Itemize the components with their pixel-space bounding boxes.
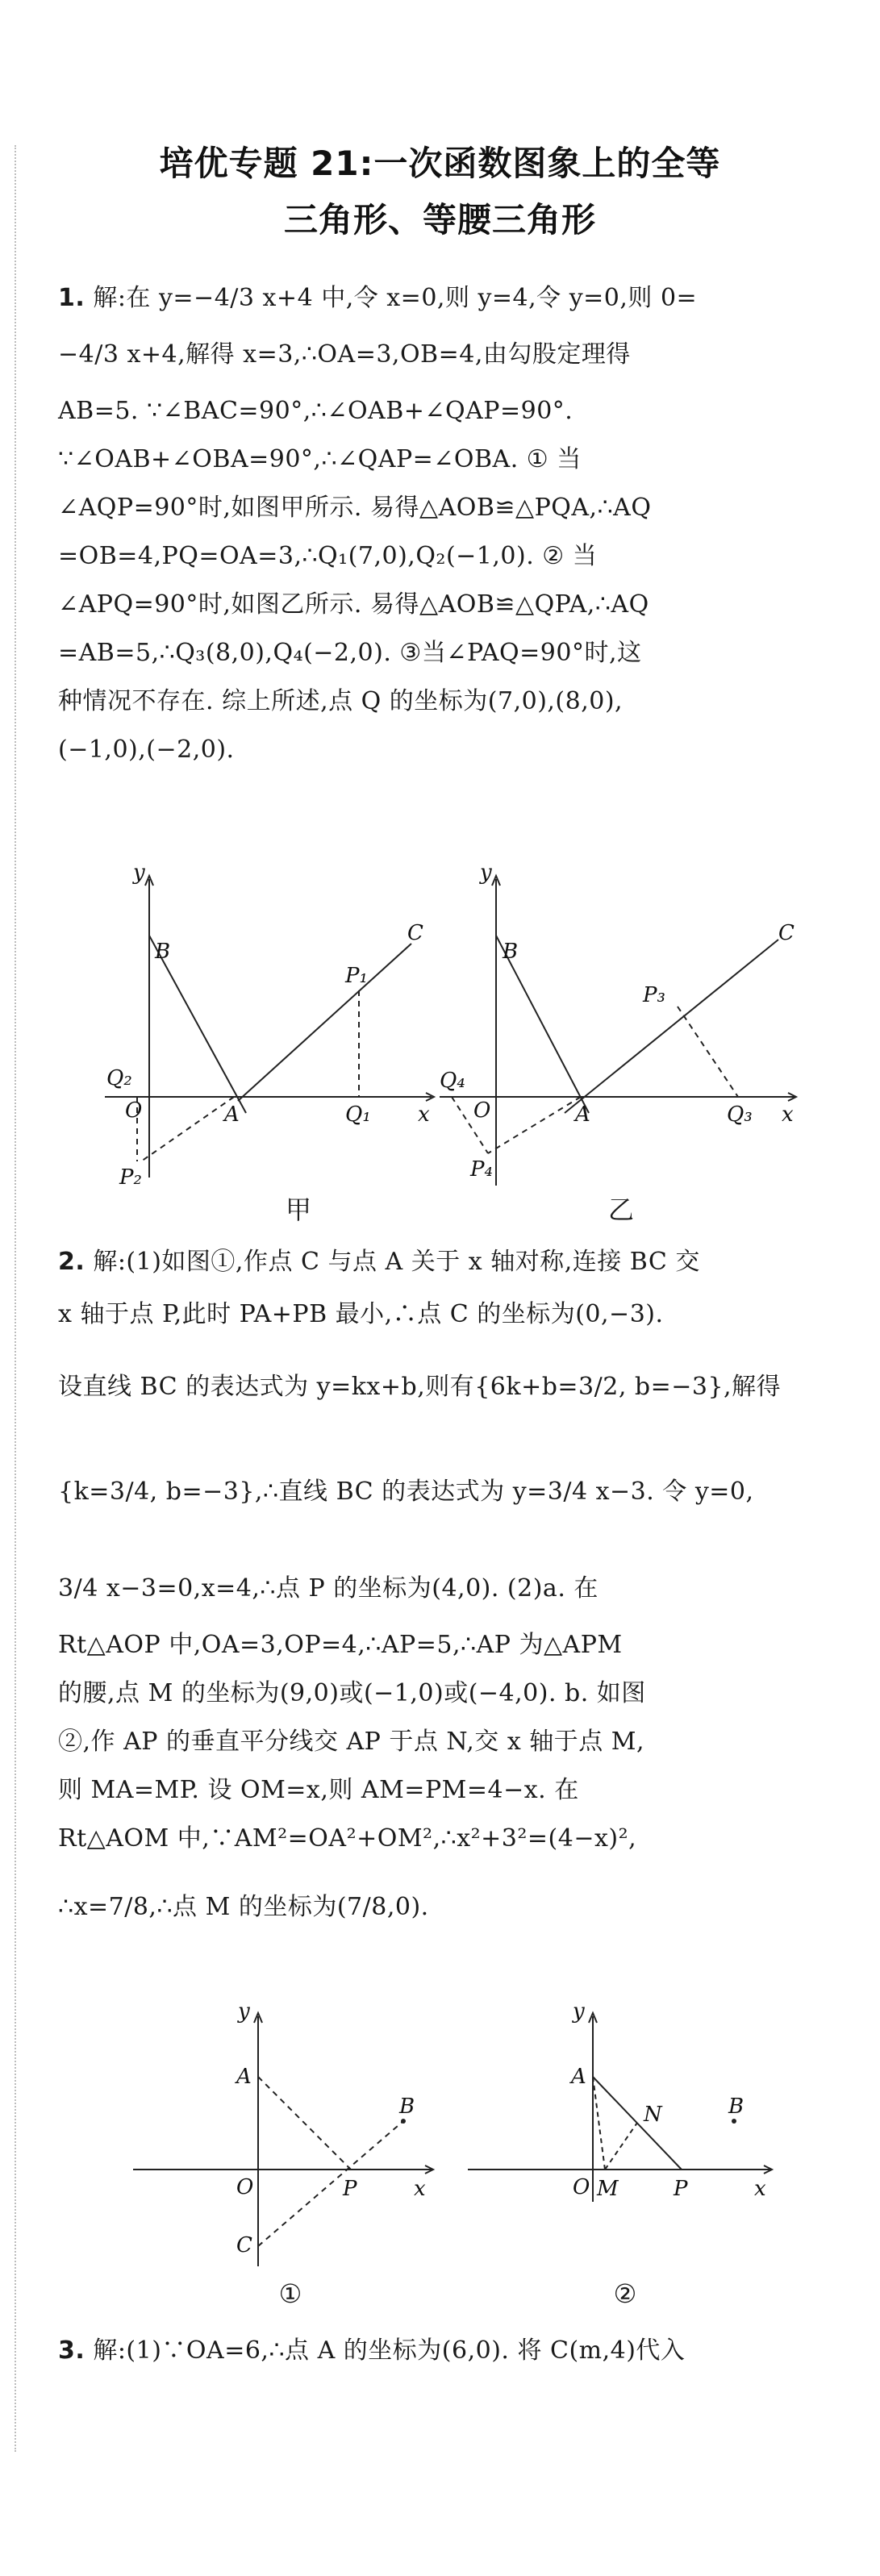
figure-2 (460, 2000, 782, 2274)
problem-1-line: AB=5. ∵∠BAC=90°,∴∠OAB+∠QAP=90°. (58, 397, 573, 425)
problem-1-line: −4/3 x+4,解得 x=3,∴OA=3,OB=4,由勾股定理得 (58, 340, 631, 369)
point-B (401, 2119, 406, 2124)
problem-number: 2. (58, 1248, 85, 1276)
problem-2-line: Rt△AOM 中,∵AM²=OA²+OM²,∴x²+3²=(4−x)², (58, 1824, 637, 1853)
label-B: B (503, 940, 519, 964)
binding-dotted-line (15, 145, 16, 2452)
problem-number: 3. (58, 2336, 85, 2365)
label-N: N (644, 2103, 662, 2127)
label-B: B (155, 940, 171, 964)
problem-2-line: 设直线 BC 的表达式为 y=kx+b,则有{6k+b=3/2, b=−3},解得 (58, 1373, 782, 1401)
segment-MN (605, 2123, 637, 2170)
label-y: y (238, 2000, 250, 2024)
label-Q2: Q₂ (106, 1066, 132, 1090)
label-Q3: Q₃ (727, 1103, 753, 1127)
label-Q1: Q₁ (345, 1103, 371, 1127)
problem-3-line (58, 2335, 832, 2367)
label-B: B (399, 2095, 415, 2119)
segment-CB (258, 2121, 403, 2246)
figure-yi-caption: 乙 (607, 1194, 634, 1225)
figure-jia-caption: 甲 (285, 1194, 311, 1225)
page-title-line-2: 三角形、等腰三角形 (283, 200, 596, 240)
problem-2-line (58, 1246, 832, 1278)
label-A: A (575, 1103, 590, 1127)
problem-1-line: =AB=5,∴Q₃(8,0),Q₄(−2,0). ③当∠PAQ=90°时,这 (58, 639, 642, 667)
label-x: x (754, 2177, 766, 2201)
problem-2-line: ②,作 AP 的垂直平分线交 AP 于点 N,交 x 轴于点 M, (58, 1728, 645, 1756)
label-P2: P₂ (119, 1165, 142, 1190)
problem-2-line: {k=3/4, b=−3},∴直线 BC 的表达式为 y=3/4 x−3. 令 y=0, (58, 1478, 754, 1506)
label-x: x (782, 1103, 794, 1127)
label-O: O (573, 2175, 590, 2199)
problem-text: 解:(1)如图①,作点 C 与点 A 关于 x 轴对称,连接 BC 交 (93, 1248, 700, 1276)
page-title-line-1: 培优专题 21:一次函数图象上的全等 (159, 144, 721, 183)
problem-2-line: x 轴于点 P,此时 PA+PB 最小,∴点 C 的坐标为(0,−3). (58, 1300, 664, 1328)
segment-P3Q3 (678, 1007, 738, 1097)
problem-1-line: ∠APQ=90°时,如图乙所示. 易得△AOB≌△QPA,∴AQ (58, 590, 649, 619)
problem-1-line: 种情况不存在. 综上所述,点 Q 的坐标为(7,0),(8,0), (58, 687, 624, 715)
label-y: y (480, 861, 492, 885)
segment-AP4 (488, 1097, 581, 1153)
figure-yi (423, 855, 803, 1194)
problem-2-line: 3/4 x−3=0,x=4,∴点 P 的坐标为(4,0). (2)a. 在 (58, 1574, 598, 1603)
label-M: M (597, 2177, 619, 2201)
problem-1-line: ∵∠OAB+∠OBA=90°,∴∠QAP=∠OBA. ① 当 (58, 445, 582, 473)
figure-1-caption: ① (278, 2278, 302, 2309)
label-Q4: Q₄ (440, 1069, 465, 1093)
problem-2-line: ∴x=7/8,∴点 M 的坐标为(7/8,0). (58, 1893, 429, 1921)
label-P: P (674, 2177, 688, 2201)
label-P: P (343, 2177, 357, 2201)
problem-text: 解:(1)∵OA=6,∴点 A 的坐标为(6,0). 将 C(m,4)代入 (93, 2336, 686, 2365)
point-B (732, 2119, 736, 2124)
label-C: C (778, 921, 795, 945)
segment-AP2 (141, 1097, 234, 1161)
label-x: x (418, 1103, 430, 1127)
label-C: C (236, 2233, 252, 2257)
figure-jia (89, 855, 444, 1194)
label-P3: P₃ (643, 983, 665, 1007)
problem-2-line: Rt△AOP 中,OA=3,OP=4,∴AP=5,∴AP 为△APM (58, 1631, 623, 1659)
label-P1: P₁ (345, 964, 368, 988)
label-A: A (224, 1103, 240, 1127)
problem-1-line: (−1,0),(−2,0). (58, 736, 235, 764)
label-A: A (236, 2065, 252, 2089)
problem-1-line (58, 282, 832, 315)
problem-number: 1. (58, 284, 85, 312)
figure-2-caption: ② (613, 2278, 637, 2309)
line-AC (565, 940, 778, 1113)
segment-AP (258, 2077, 351, 2170)
label-A: A (571, 2065, 586, 2089)
label-O: O (125, 1098, 143, 1123)
segment-AM (593, 2077, 605, 2170)
label-P4: P₄ (470, 1157, 493, 1182)
line-AC (238, 944, 411, 1101)
problem-2-line: 的腰,点 M 的坐标为(9,0)或(−1,0)或(−4,0). b. 如图 (58, 1679, 646, 1707)
label-x: x (414, 2177, 426, 2201)
label-O: O (236, 2175, 254, 2199)
problem-1-line: ∠AQP=90°时,如图甲所示. 易得△AOB≌△PQA,∴AQ (58, 494, 652, 522)
figure-1 (125, 2000, 440, 2274)
problem-2-line: 则 MA=MP. 设 OM=x,则 AM=PM=4−x. 在 (58, 1776, 579, 1804)
problem-1-line: =OB=4,PQ=OA=3,∴Q₁(7,0),Q₂(−1,0). ② 当 (58, 542, 598, 570)
label-y: y (573, 2000, 585, 2024)
label-y: y (133, 861, 145, 885)
label-C: C (407, 921, 423, 945)
label-O: O (473, 1098, 491, 1123)
problem-text: 解:在 y=−4/3 x+4 中,令 x=0,则 y=4,令 y=0,则 0= (93, 284, 698, 312)
label-B: B (728, 2095, 744, 2119)
